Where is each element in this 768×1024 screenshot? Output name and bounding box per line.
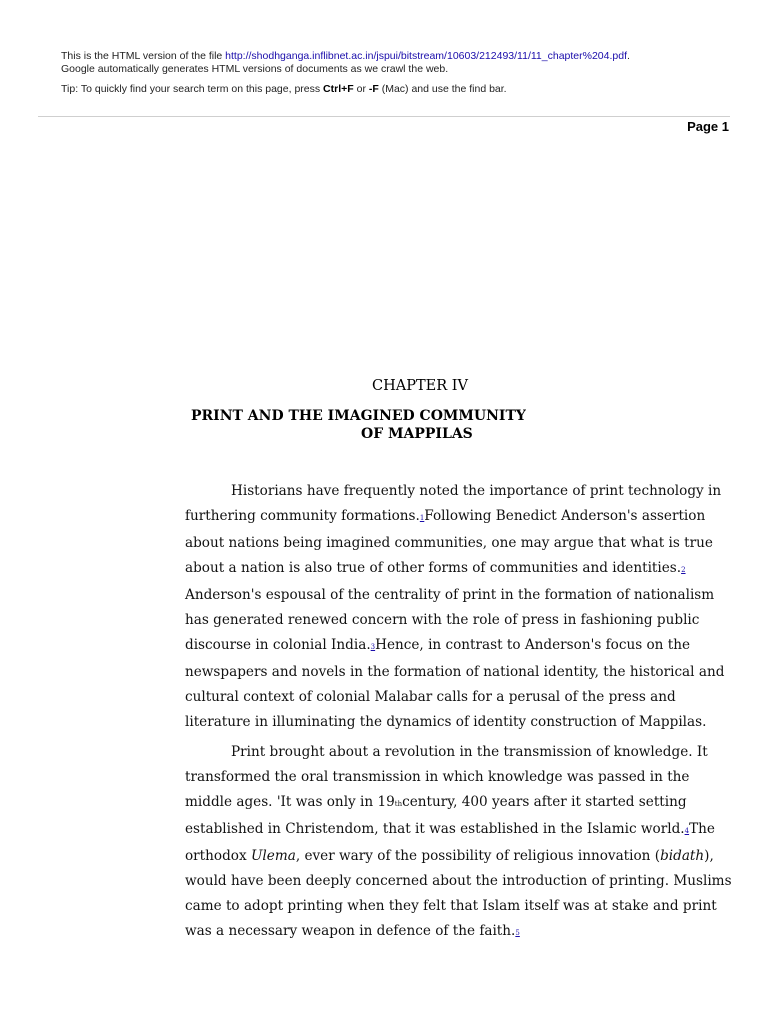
superscript-th: th [394,800,403,808]
paragraph-1: Historians have frequently noted the importance of print technology in furthering community formations.1Following Benedict Anderson's assertion about nations being imagined communities, one may argue that what is true about a nation is also true of other forms of communities and identities.2 Anderson's espousal of the centrality of print in the formation of nationalism has generated renewed concern with the role of press in fashioning public discourse in colonial India.3Hence, in contrast to Anderson's focus on the newspapers and novels in the formation of national identity, the historical and cultural context of colonial Malabar calls for a perusal of the press and literature in illuminating the dynamics of identity construction of Mappilas. [185,483,725,730]
chapter-title-line-1: PRINT AND THE IMAGINED COMMUNITY [191,408,526,424]
notice-line-2: Google automatically generates HTML versions of documents as we crawl the web. [61,63,449,75]
source-file-link[interactable]: http://shodhganga.inflibnet.ac.in/jspui/bitstream/10603/212493/11/11_chapter%204.pdf [225,50,627,62]
shortcut-cmd-f: -F [368,83,379,95]
page-label: Page 1 [687,119,729,134]
notice-line-1: This is the HTML version of the file http://shodhganga.inflibnet.ac.in/jspui/bitstream/10603/212493/11/11_chapter%204.pdf. [61,50,630,62]
term-ulema: Ulema [250,848,296,864]
footnote-link-2[interactable]: 2 [681,566,686,574]
shortcut-ctrl-f: Ctrl+F [323,83,354,95]
footnote-link-4[interactable]: 4 [684,827,690,835]
footnote-link-3[interactable]: 3 [370,643,376,651]
term-bidath: bidath [660,848,705,864]
footnote-link-5[interactable]: 5 [515,929,520,937]
paragraph-2: Print brought about a revolution in the transmission of knowledge. It transformed the oral transmission in which knowledge was passed in the middle ages. 'It was only in 19thcentury, 400 years after it started setting established in Christendom, that it was established in the Islamic world.4The orthodox Ulema, ever wary of the possibility of religious innovation (bidath), would have been deeply concerned about the introduction of printing. Muslims came to adopt printing when they felt that Islam itself was at stake and print was a necessary weapon in defence of the faith.5 [185,744,732,939]
header-divider [38,116,730,117]
chapter-heading: CHAPTER IV [372,378,468,394]
footnote-link-1[interactable]: 1 [419,514,425,522]
chapter-title-line-2: OF MAPPILAS [361,426,473,442]
search-tip: Tip: To quickly find your search term on this page, press Ctrl+F or -F (Mac) and use the find bar. [61,83,507,95]
cache-notice [61,50,751,96]
